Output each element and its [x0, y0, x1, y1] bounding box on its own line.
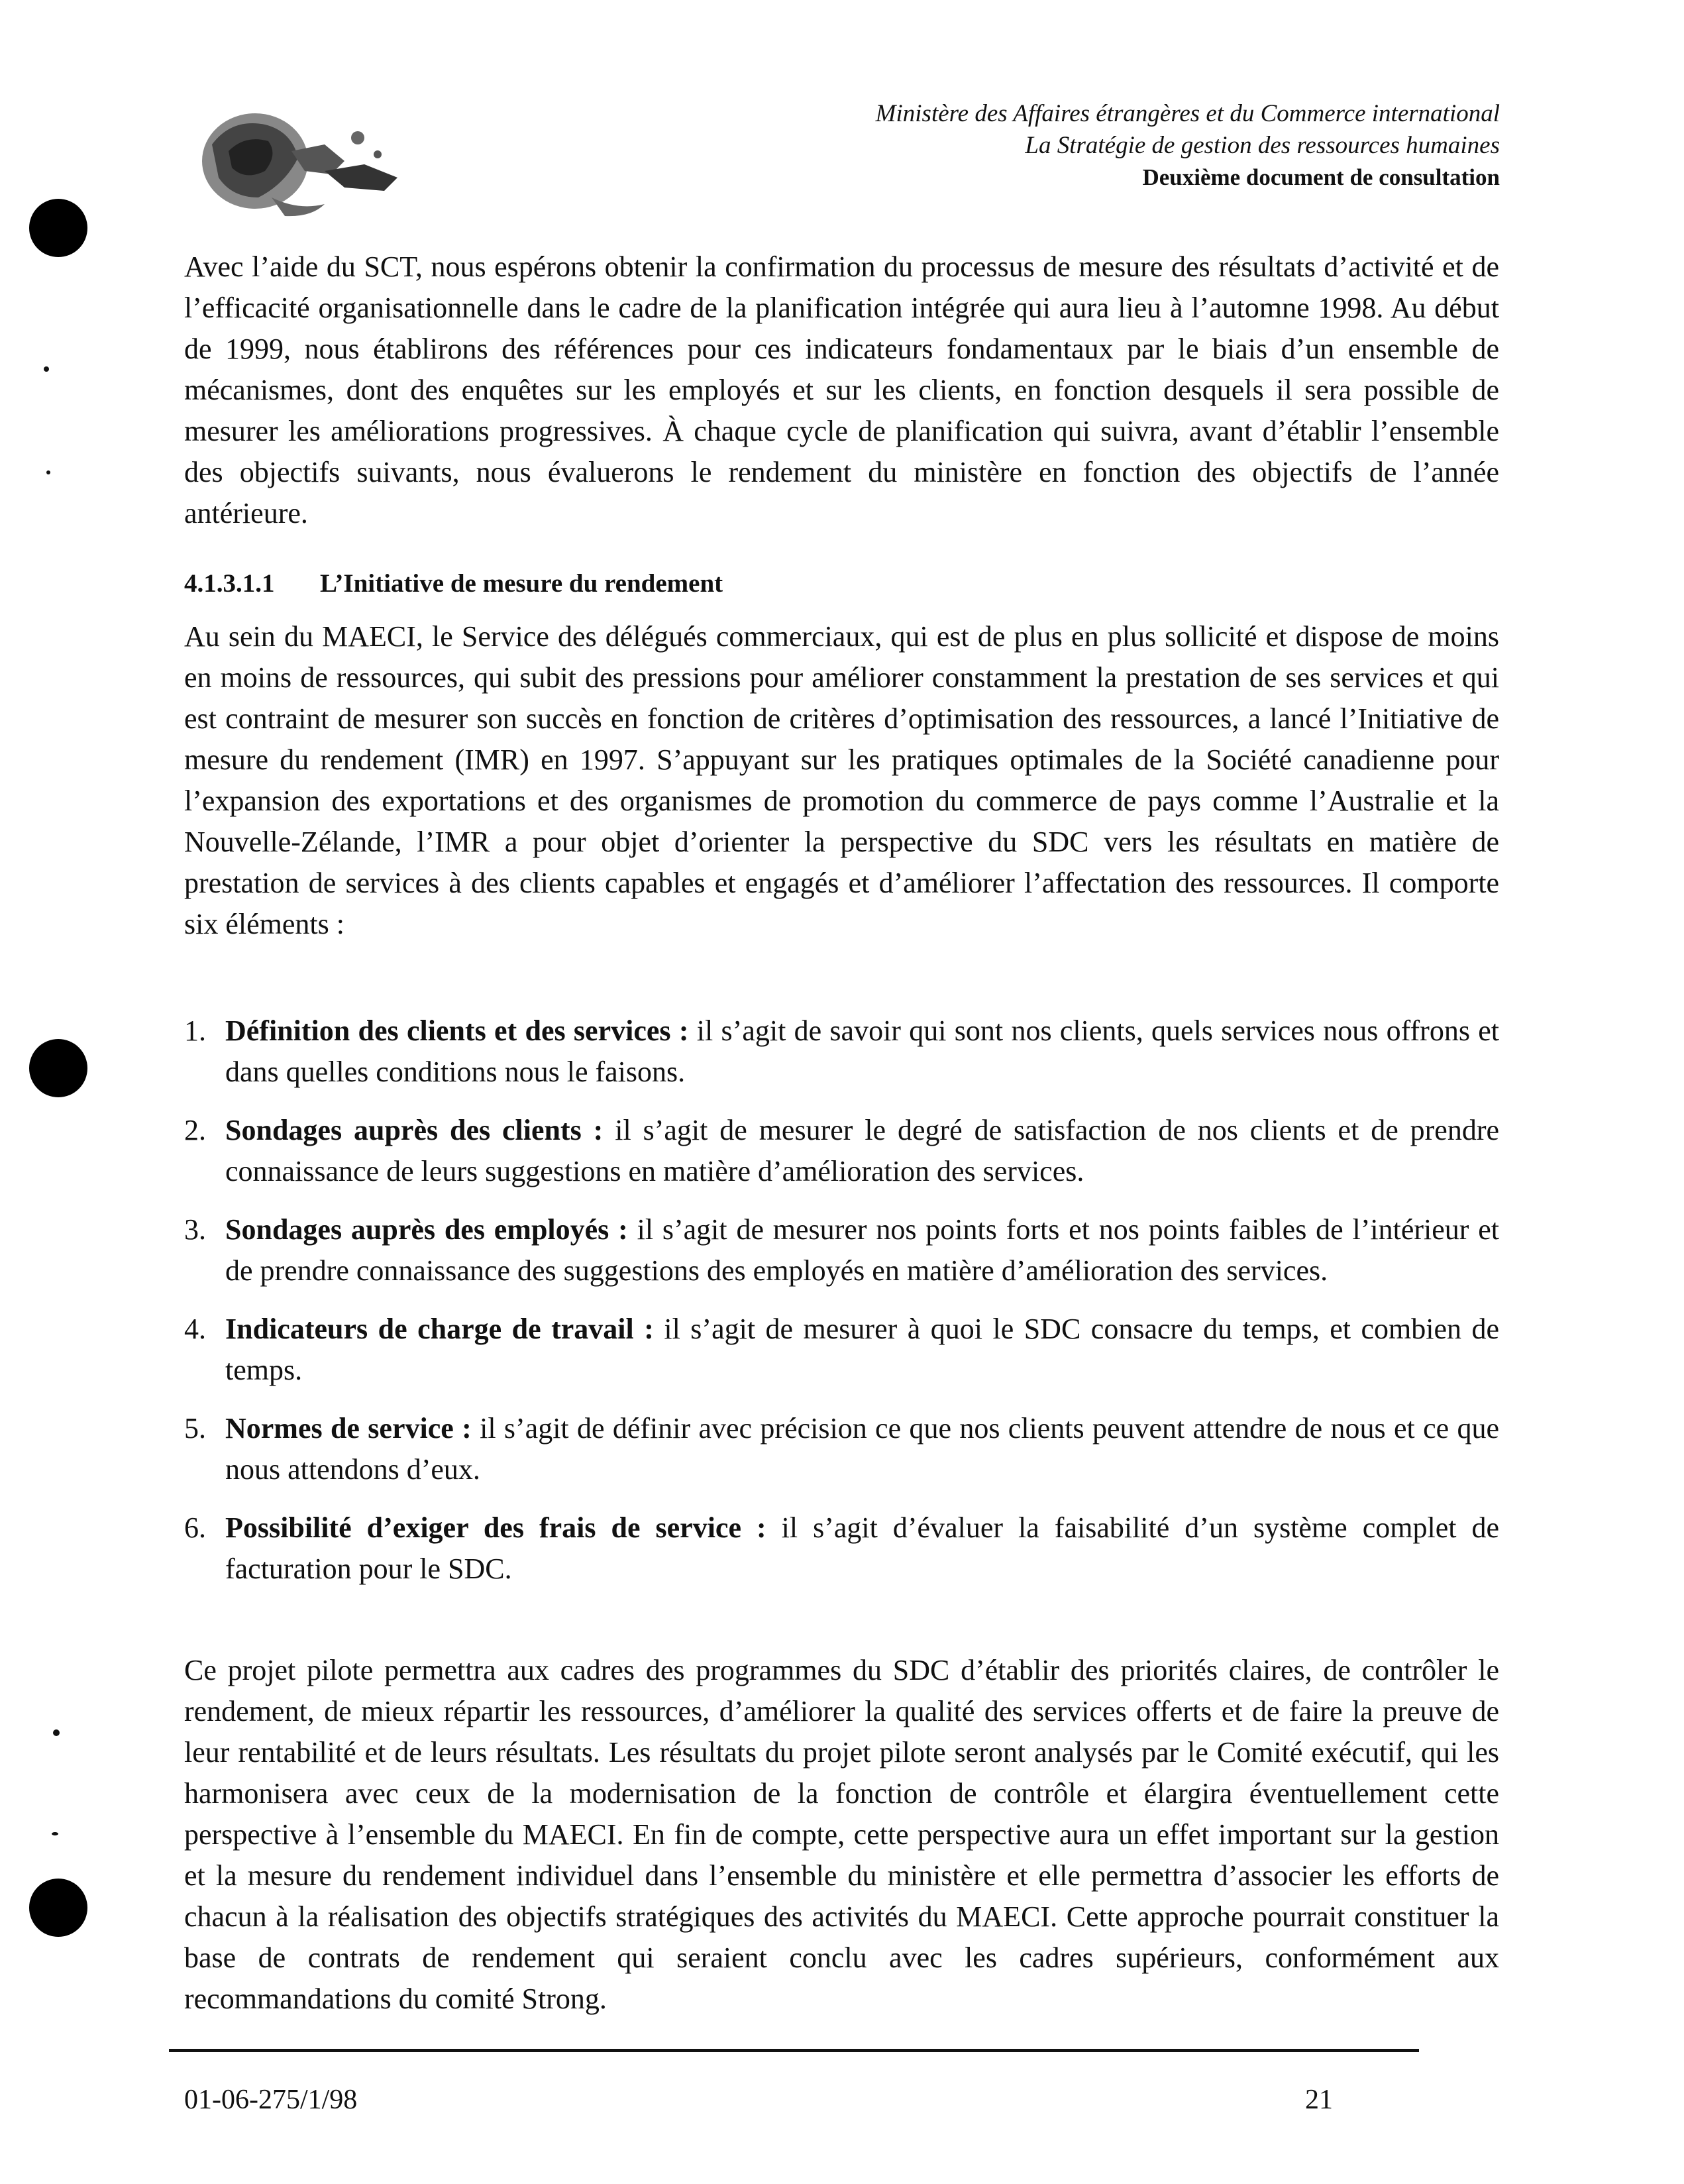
- list-term: Sondages auprès des clients :: [225, 1114, 604, 1146]
- paragraph-pilot: [184, 1650, 1499, 2020]
- list-term: Sondages auprès des employés :: [225, 1213, 628, 1246]
- section-title: L’Initiative de mesure du rendement: [320, 569, 723, 598]
- section-heading: [184, 569, 723, 598]
- header-strategy: La Stratégie de gestion des ressources humaines: [1025, 132, 1500, 159]
- header-document-title: Deuxième document de consultation: [1142, 164, 1500, 190]
- document-header: [876, 98, 1500, 193]
- punch-hole-bottom: [29, 1879, 87, 1937]
- paragraph-text: Ce projet pilote permettra aux cadres des programmes du SDC d’établir des priorités claires, de contrôler le rendement, de mieux répartir les ressources, d’améliorer la qualité des services offerts et de faire la preuve de leur rentabilité et de leurs résultats. Les résultats du projet pilote seront analysés par le Comité exécutif, qui les harmonisera avec ceux de la modernisation de la fonction de contrôle et élargira éventuellement cette perspective à l’ensemble du MAECI. En fin de compte, cette perspective aura un effet important sur la gestion et la mesure du rendement individuel dans l’ensemble du ministère et elle permettra d’associer les efforts de chacun à la réalisation des objectifs stratégiques des activités du MAECI. Cette approche pourrait constituer la base de contrats de rendement qui seraient conclu avec les cadres supérieurs, conformément aux recommandations du comité Strong.: [184, 1654, 1499, 2015]
- scan-speck: [46, 470, 50, 474]
- punch-hole-middle: [29, 1039, 87, 1097]
- list-text: il s’agit de mesurer le degré de satisfaction de nos clients et de prendre connaissance de leurs suggestions en matière d’amélioration des services.: [225, 1114, 1499, 1187]
- list-item: [184, 1309, 1499, 1391]
- footer-doc-number: 01-06-275/1/98: [184, 2085, 358, 2115]
- list-text: il s’agit de mesurer nos points forts et nos points faibles de l’intérieur et de prendre connaissance des suggestions des employés en matière d’amélioration des services.: [225, 1213, 1499, 1287]
- paragraph-imr: [184, 616, 1499, 945]
- list-number: 4.: [184, 1313, 206, 1345]
- list-term: Indicateurs de charge de travail :: [225, 1313, 654, 1345]
- elements-list: [184, 1010, 1499, 1607]
- list-item: [184, 1408, 1499, 1490]
- list-term: Normes de service :: [225, 1412, 472, 1445]
- list-number: 6.: [184, 1511, 206, 1544]
- header-ministry: Ministère des Affaires étrangères et du Commerce international: [875, 100, 1500, 127]
- list-item: [184, 1507, 1499, 1590]
- list-text: il s’agit de définir avec précision ce que nos clients peuvent attendre de nous et ce que nous attendons d’eux.: [225, 1412, 1500, 1486]
- list-term: Possibilité d’exiger des frais de service :: [225, 1511, 766, 1544]
- list-number: 3.: [184, 1213, 206, 1246]
- scan-speck: [52, 1832, 58, 1835]
- globe-logo: [192, 98, 444, 224]
- paragraph-intro: [184, 246, 1499, 534]
- section-number: 4.1.3.1.1: [184, 569, 275, 598]
- scan-speck: [53, 1729, 60, 1736]
- list-number: 2.: [184, 1114, 206, 1146]
- punch-hole-top: [29, 199, 87, 257]
- list-number: 5.: [184, 1412, 206, 1445]
- list-item: [184, 1110, 1499, 1192]
- list-item: [184, 1010, 1499, 1093]
- paragraph-text: Avec l’aide du SCT, nous espérons obtenir la confirmation du processus de mesure des résultats d’activité et de l’efficacité organisationnelle dans le cadre de la planification intégrée qui aura lieu à l’automne 1998. Au début de 1999, nous établirons des références pour ces indicateurs fondamentaux par le biais d’un ensemble de mécanismes, dont des enquêtes sur les employés et sur les clients, en fonction desquels il sera possible de mesurer les améliorations progressives. À chaque cycle de planification qui suivra, avant d’établir l’ensemble des objectifs suivants, nous évaluerons le rendement du ministère en fonction des objectifs de l’année antérieure.: [184, 250, 1499, 529]
- list-text: il s’agit d’évaluer la faisabilité d’un système complet de facturation pour le SDC.: [225, 1511, 1499, 1585]
- footer-page-number: 21: [1305, 2085, 1333, 2115]
- list-number: 1.: [184, 1014, 206, 1047]
- list-text: il s’agit de mesurer à quoi le SDC consacre du temps, et combien de temps.: [225, 1313, 1499, 1386]
- list-term: Définition des clients et des services :: [225, 1014, 689, 1047]
- scan-speck: [44, 366, 49, 372]
- paragraph-text: Au sein du MAECI, le Service des délégués commerciaux, qui est de plus en plus sollicité et dispose de moins en moins de ressources, qui subit des pressions pour améliorer constamment la prestation de ses services et qui est contraint de mesurer son succès en fonction de critères d’optimisation des ressources, a lancé l’Initiative de mesure du rendement (IMR) en 1997. S’appuyant sur les pratiques optimales de la Société canadienne pour l’expansion des exportations et des organismes de promotion du commerce de pays comme l’Australie et la Nouvelle-Zélande, l’IMR a pour objet d’orienter la perspective du SDC vers les résultats en matière de prestation de services à des clients capables et engagés et d’améliorer l’affectation des ressources. Il comporte six éléments :: [184, 620, 1499, 940]
- list-item: [184, 1209, 1499, 1291]
- list-text: il s’agit de savoir qui sont nos clients, quels services nous offrons et dans quelles conditions nous le faisons.: [225, 1014, 1500, 1088]
- footer-rule: [169, 2049, 1419, 2052]
